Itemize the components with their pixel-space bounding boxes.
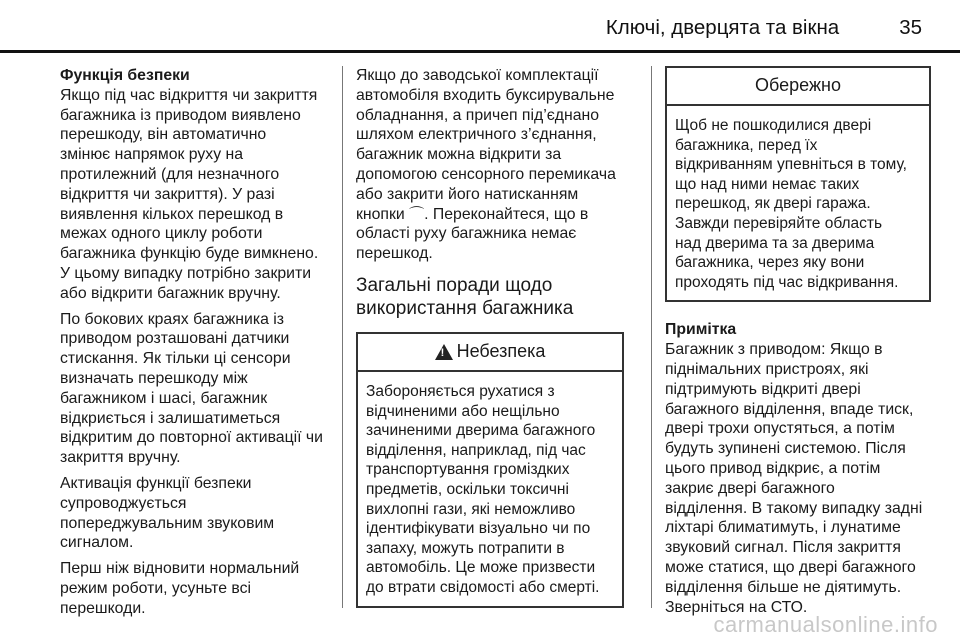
paragraph-text: . Переконайтеся, що в області руху багажника немає перешкод.	[356, 205, 589, 263]
danger-box	[356, 332, 624, 608]
page-title: Ключі, дверцята та вікна	[605, 16, 840, 39]
column-left	[60, 66, 332, 625]
column-divider	[651, 66, 652, 608]
caution-box	[665, 66, 931, 302]
towing-paragraph	[356, 66, 624, 264]
caution-box-header	[667, 68, 929, 106]
header-rule	[0, 50, 960, 53]
note-text: Багажник з приводом: Якщо в піднімальних пристроях, які підтримують відкриті двері багажного відділення, впаде тиск, двері трохи опустяться, а потім будуть зупинені системою. Після цього привод відкриє, а потім закриє двері багажного відділення. В такому випадку задні ліхтарі блиматимуть, і лунатиме звуковий сигнал. Після закриття може статися, що двері багажного відділення більше не діятимуть. Зверніться на СТО.	[665, 341, 923, 616]
column-middle	[356, 66, 624, 608]
danger-title: Небезпека	[456, 341, 546, 362]
caution-text: Щоб не пошкодилися двері багажника, перед їх відкриванням упевніться в тому, що над ними немає таких перешкод, як двері гаража. Завжди перевіряйте область над дверима та за дверима багажника, через яку вони проходять під час відкривання.	[675, 117, 907, 291]
paragraph: Перш ніж відновити нормальний режим роботи, усуньте всі перешкоди.	[60, 560, 300, 617]
page-header	[606, 16, 922, 40]
column-right	[665, 66, 931, 617]
paragraph: По бокових краях багажника із приводом розташовані датчики стискання. Як тільки ці сенсори визначать перешкоду між багажником і шасі, багажник відкриється і залишатиметься відкритим до повторної активації чи закриття вручну.	[60, 310, 323, 467]
section-heading: Загальні поради щодо використання багажника	[356, 274, 574, 319]
watermark: carmanualsonline.info	[713, 612, 938, 637]
warning-triangle-icon	[435, 344, 453, 360]
tailgate-key-icon: ⌒	[409, 205, 425, 223]
caution-title: Обережно	[755, 75, 841, 96]
page-number: 35	[899, 16, 922, 39]
note-title: Примітка	[665, 321, 737, 339]
note-block	[665, 320, 931, 617]
safety-function-heading: Функція безпеки	[60, 67, 190, 84]
paragraph: Якщо під час відкриття чи закриття багажника із приводом виявлено перешкоду, він автоматично змінює напрямок руху на протилежний (для незначного відкриття чи закриття). У разі виявлення кількох перешкод в межах одного циклу роботи багажника функцію буде вимкнено. У цьому випадку потрібно закрити або відкрити багажник вручну.	[60, 86, 319, 302]
paragraph-text: Якщо до заводської комплектації автомобіля входить буксирувальне обладнання, а причеп під’єднано шляхом електричного з’єднання, багажник можна відкрити за допомогою сенсорного перемикача або закрити його натисканням кнопки	[356, 67, 616, 223]
column-divider	[342, 66, 343, 608]
danger-text: Забороняється рухатися з відчиненими або нещільно зачиненими дверима багажного відділення, наприклад, під час транспортування громіздких предметів, оскільки токсичні вихлопні гази, які неможливо ідентифікувати візуально чи по запаху, можуть потрапити в автомобіль. Це може призвести до втрати свідомості або смерті.	[366, 382, 600, 596]
paragraph: Активація функції безпеки супроводжується попереджувальним звуковим сигналом.	[60, 474, 275, 552]
danger-box-header	[358, 334, 622, 372]
